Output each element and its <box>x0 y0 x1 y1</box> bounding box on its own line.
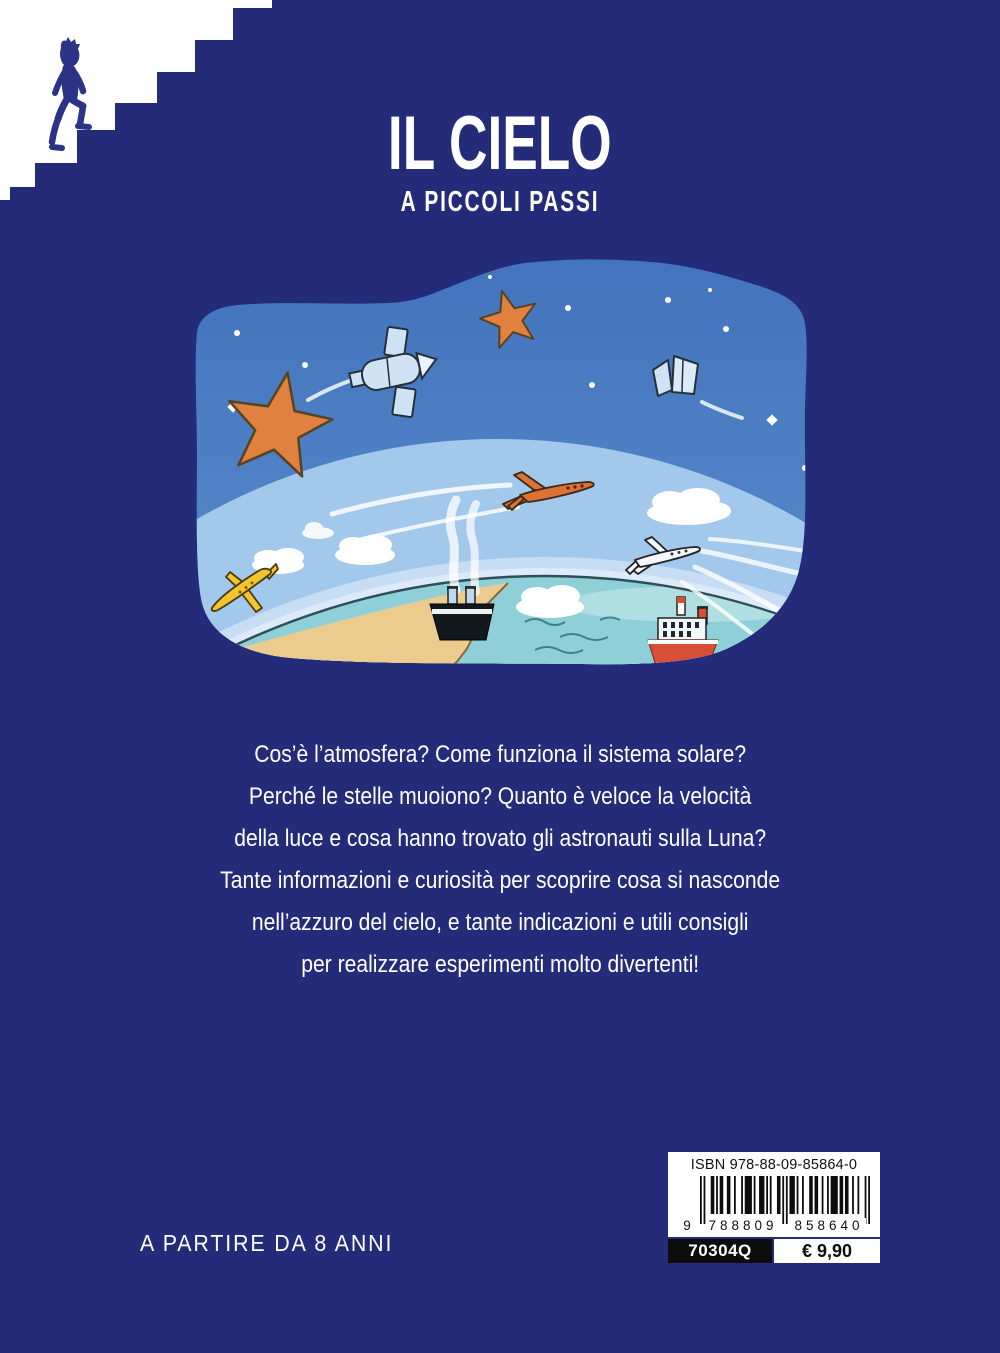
cover-illustration <box>190 252 815 667</box>
isbn-text: ISBN 978-88-09-85864-0 <box>690 1157 858 1173</box>
barcode-digits: 9 788809 858640 <box>676 1218 872 1234</box>
age-note: A PARTIRE DA 8 ANNI <box>140 1230 394 1256</box>
blurb-line: della luce e cosa hanno trovato gli astronauti sulla Luna? <box>234 825 766 852</box>
cloud <box>516 585 584 618</box>
blurb-line: nell’azzuro del cielo, e tante indicazioni e utili consigli <box>251 909 749 936</box>
cloud <box>335 535 395 565</box>
book-title: IL CIELO <box>388 101 612 186</box>
price: € 9,90 <box>774 1239 880 1263</box>
blurb-line: Tante informazioni e curiosità per scoprire cosa si nasconde <box>220 867 780 894</box>
code-price-row <box>668 1239 880 1263</box>
blurb <box>0 734 1000 986</box>
blurb-line: Cos’è l’atmosfera? Come funziona il sistema solare? <box>254 741 746 768</box>
barcode-box <box>668 1152 880 1237</box>
blurb-line: Perché le stelle muoiono? Quanto è veloce la velocità <box>248 783 752 810</box>
series-subtitle: A PICCOLI PASSI <box>400 186 600 218</box>
sales-box <box>668 1152 880 1263</box>
blurb-line: per realizzare esperimenti molto divertenti! <box>301 951 699 978</box>
product-code: 70304Q <box>668 1239 772 1263</box>
